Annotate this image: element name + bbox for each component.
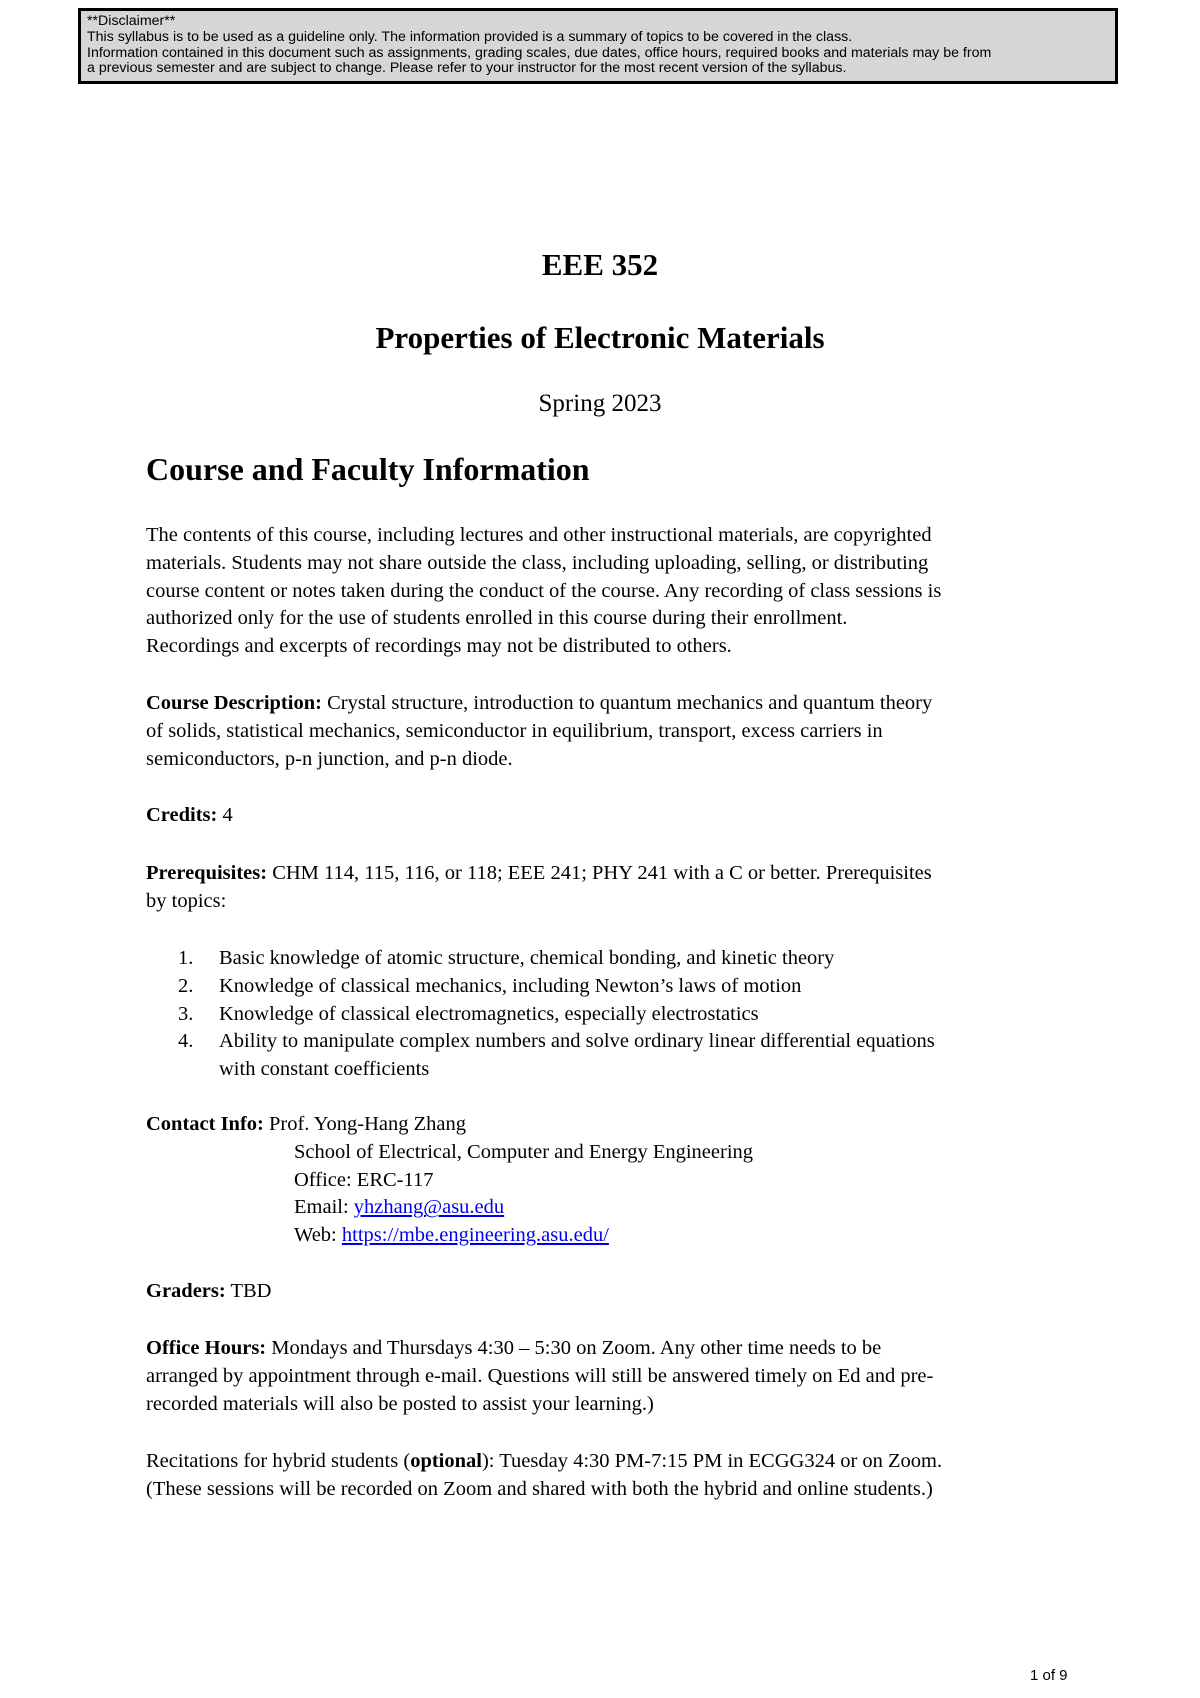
disclaimer-line: This syllabus is to be used as a guideline only. The information provided is a summary of topics to be covered in the class. — [87, 28, 853, 45]
recitations — [146, 1448, 942, 1504]
list-item — [178, 1001, 935, 1029]
list-item-number: 1. — [178, 947, 194, 969]
office-hours-text: recorded materials will also be posted to assist your learning.) — [146, 1392, 654, 1415]
list-item-number: 3. — [178, 1002, 194, 1025]
list-item-number: 2. — [178, 974, 194, 997]
list-item-text: Knowledge of classical electromagnetics, especially electrostatics — [219, 1002, 759, 1025]
prerequisite-topics-list — [178, 945, 935, 1084]
instructor-office: Office: ERC-117 — [294, 1168, 434, 1191]
credits-label: Credits: — [146, 804, 218, 826]
course-description-text: of solids, statistical mechanics, semiconductor in equilibrium, transport, excess carriers in — [146, 719, 883, 742]
prerequisites-text: by topics: — [146, 889, 227, 912]
recitations-optional: optional — [410, 1450, 482, 1472]
graders — [146, 1278, 271, 1306]
disclaimer-heading: **Disclaimer** — [87, 13, 176, 29]
graders-label: Graders: — [146, 1280, 226, 1302]
list-item-text: Ability to manipulate complex numbers and solve ordinary linear differential equations — [219, 1030, 935, 1053]
graders-value: TBD — [225, 1280, 272, 1302]
list-item-text: Basic knowledge of atomic structure, chemical bonding, and kinetic theory — [219, 947, 835, 969]
course-description-text: semiconductors, p-n junction, and p-n diode. — [146, 747, 513, 770]
instructor-school: School of Electrical, Computer and Energy Engineering — [294, 1140, 754, 1163]
course-description-text: Crystal structure, introduction to quantum mechanics and quantum theory — [321, 692, 933, 714]
copyright-line: Recordings and excerpts of recordings may not be distributed to others. — [146, 635, 732, 658]
office-hours-label: Office Hours: — [146, 1337, 267, 1359]
copyright-line: materials. Students may not share outside the class, including uploading, selling, or distributing — [146, 551, 929, 574]
copyright-paragraph — [146, 522, 941, 661]
office-hours-text: arranged by appointment through e-mail. Questions will still be answered timely on Ed and pre- — [146, 1364, 934, 1387]
page-number: 1 of 9 — [1030, 1667, 1068, 1684]
instructor-email-row — [146, 1194, 753, 1222]
course-description — [146, 690, 932, 773]
email-link[interactable]: yhzhang@asu.edu — [353, 1196, 505, 1219]
credits-value: 4 — [217, 804, 233, 826]
prerequisites — [146, 860, 932, 916]
instructor-name: Prof. Yong-Hang Zhang — [263, 1113, 467, 1135]
disclaimer-line: a previous semester and are subject to change. Please refer to your instructor for the most recent version of the syllabus. — [87, 60, 847, 77]
copyright-line: The contents of this course, including lectures and other instructional materials, are copyrighted — [146, 524, 932, 546]
course-code: EEE 352 — [541, 247, 659, 282]
list-item-text: with constant coefficients — [219, 1058, 430, 1081]
contact-info — [146, 1111, 753, 1250]
recitations-text: (These sessions will be recorded on Zoom and shared with both the hybrid and online students.) — [146, 1477, 933, 1500]
web-link[interactable]: https://mbe.engineering.asu.edu/ — [341, 1224, 609, 1247]
credits — [146, 802, 233, 830]
list-item-text: Knowledge of classical mechanics, including Newton’s laws of motion — [219, 974, 802, 997]
disclaimer-line: Information contained in this document such as assignments, grading scales, due dates, office hours, required books and materials may be from — [87, 44, 992, 61]
section-heading: Course and Faculty Information — [146, 451, 590, 487]
copyright-line: course content or notes taken during the conduct of the course. Any recording of class sessions is — [146, 579, 942, 602]
contact-label: Contact Info: — [146, 1113, 264, 1135]
disclaimer-box — [78, 8, 1118, 84]
course-term: Spring 2023 — [538, 390, 662, 417]
email-label: Email: — [294, 1196, 354, 1219]
course-name: Properties of Electronic Materials — [375, 320, 825, 355]
copyright-line: authorized only for the use of students enrolled in this course during their enrollment. — [146, 607, 848, 630]
web-label: Web: — [294, 1224, 342, 1247]
course-description-label: Course Description: — [146, 692, 322, 714]
list-item — [178, 945, 935, 973]
office-hours-text: Mondays and Thursdays 4:30 – 5:30 on Zoom. Any other time needs to be — [266, 1337, 882, 1359]
recitations-text: ): Tuesday 4:30 PM-7:15 PM in ECGG324 or on Zoom. — [481, 1450, 943, 1472]
list-item — [178, 1028, 935, 1056]
office-hours — [146, 1335, 933, 1418]
list-item — [178, 973, 935, 1001]
recitations-text: Recitations for hybrid students ( — [146, 1450, 411, 1472]
instructor-web-row — [146, 1222, 753, 1250]
prerequisites-text: CHM 114, 115, 116, or 118; EEE 241; PHY 241 with a C or better. Prerequisites — [267, 862, 932, 884]
list-item-continuation — [178, 1056, 935, 1084]
prerequisites-label: Prerequisites: — [146, 862, 268, 884]
list-item-number: 4. — [178, 1030, 194, 1053]
